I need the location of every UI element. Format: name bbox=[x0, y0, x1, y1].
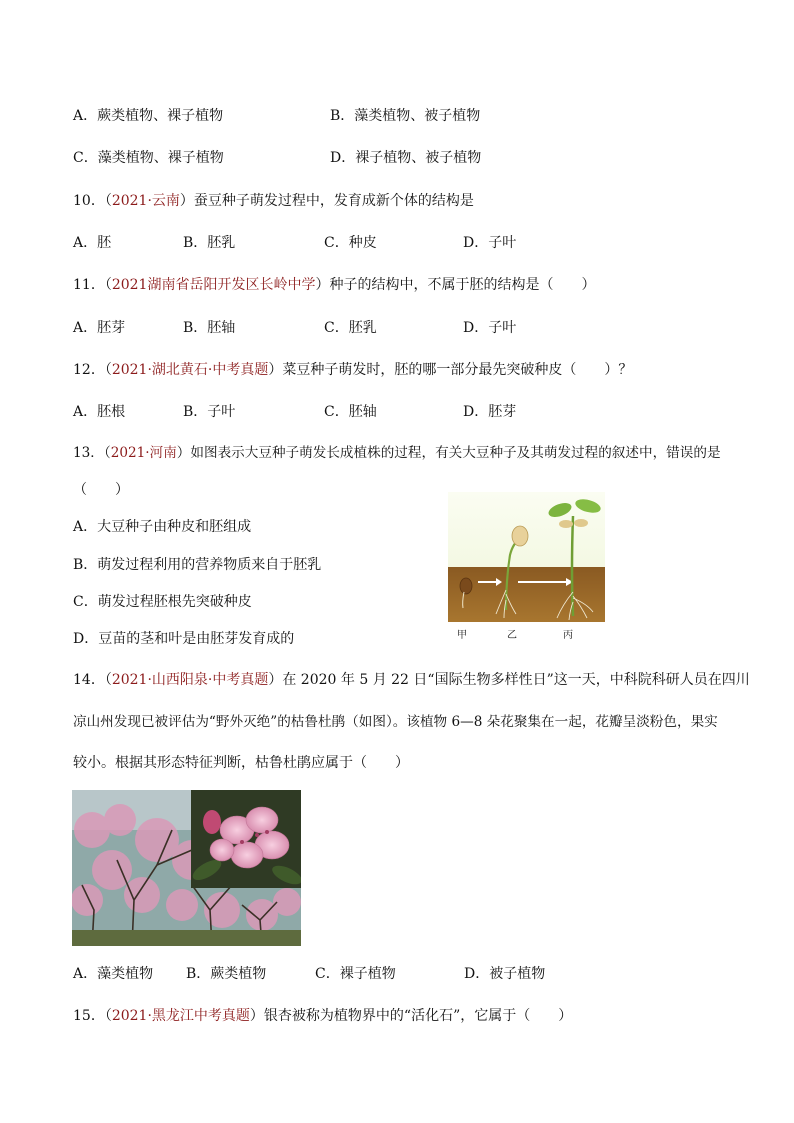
q13-text: ）如图表示大豆种子萌发长成植株的过程，有关大豆种子及其萌发过程的叙述中，错误的是 bbox=[176, 445, 721, 461]
germination-figure bbox=[448, 492, 605, 622]
q14-text: ）在 2020 年 5 月 22 日“国际生物多样性日”这一天，中科院科研人员在四川 bbox=[268, 672, 750, 688]
figure-label-bing: 丙 bbox=[563, 630, 573, 641]
q10-option-c: C．种皮 bbox=[324, 235, 377, 251]
q14-stem-line2: 凉山州发现已被评估为“野外灭绝”的枯鲁杜鹃（如图）。该植物 6—8 朵花聚集在一起，花瓣呈淡粉色，果实 bbox=[73, 714, 718, 730]
q14-stem bbox=[73, 670, 750, 690]
q9-option-a: A．蕨类植物、裸子植物 bbox=[73, 108, 224, 124]
q14-option-c: C．裸子植物 bbox=[315, 966, 396, 982]
q12-option-b: B．子叶 bbox=[183, 404, 236, 420]
q9-option-b: B．藻类植物、被子植物 bbox=[330, 108, 481, 124]
q12-source: 2021·湖北黄石·中考真题 bbox=[111, 362, 269, 378]
q14-option-b: B．蕨类植物 bbox=[186, 966, 267, 982]
q11-option-c: C．胚乳 bbox=[324, 320, 377, 336]
q15-source: 2021·黑龙江中考真题 bbox=[111, 1008, 250, 1024]
q13-stem-line2: （ ） bbox=[73, 482, 129, 498]
q10-source: 2021·云南 bbox=[111, 193, 180, 209]
q11-number: 11．（ bbox=[73, 277, 112, 293]
q13-option-b: B．萌发过程利用的营养物质来自于胚乳 bbox=[73, 557, 322, 573]
rhododendron-figure bbox=[72, 790, 301, 946]
q15-number: 15．（ bbox=[73, 1008, 112, 1024]
q11-source: 2021湖南省岳阳开发区长岭中学 bbox=[111, 277, 316, 293]
q14-option-a: A．藻类植物 bbox=[73, 966, 154, 982]
q10-stem bbox=[73, 191, 474, 211]
q12-option-a: A．胚根 bbox=[73, 404, 126, 420]
q14-option-d: D．被子植物 bbox=[464, 966, 546, 982]
q10-option-a: A．胚 bbox=[73, 235, 112, 251]
q10-option-d: D．子叶 bbox=[463, 235, 517, 251]
figure-label-jia: 甲 bbox=[457, 630, 467, 641]
q9-option-c: C．藻类植物、裸子植物 bbox=[73, 150, 224, 166]
q10-option-b: B．胚乳 bbox=[183, 235, 236, 251]
q13-number: 13．（ bbox=[73, 445, 111, 461]
q12-number: 12．（ bbox=[73, 362, 112, 378]
q13-option-a: A．大豆种子由种皮和胚组成 bbox=[73, 519, 252, 535]
q10-number: 10．（ bbox=[73, 193, 112, 209]
q10-text: ）蚕豆种子萌发过程中，发育成新个体的结构是 bbox=[179, 193, 474, 209]
q14-stem-line3: 较小。根据其形态特征判断，枯鲁杜鹃应属于（ ） bbox=[73, 755, 409, 771]
q12-text: ）菜豆种子萌发时，胚的哪一部分最先突破种皮（ ）？ bbox=[268, 362, 633, 378]
q12-stem bbox=[73, 360, 632, 380]
rhododendron-photo bbox=[72, 790, 301, 946]
q11-option-b: B．胚轴 bbox=[183, 320, 236, 336]
q11-option-d: D．子叶 bbox=[463, 320, 517, 336]
q13-stem bbox=[73, 443, 721, 463]
q11-stem bbox=[73, 275, 595, 295]
q12-option-c: C．胚轴 bbox=[324, 404, 377, 420]
q15-text: ）银杏被称为植物界中的“活化石”，它属于（ ） bbox=[249, 1008, 573, 1024]
q14-source: 2021·山西阳泉·中考真题 bbox=[111, 672, 269, 688]
q12-option-d: D．胚芽 bbox=[463, 404, 517, 420]
q13-source: 2021·河南 bbox=[110, 445, 177, 461]
q14-number: 14．（ bbox=[73, 672, 112, 688]
figure-label-yi: 乙 bbox=[507, 630, 517, 641]
q11-text: ）种子的结构中，不属于胚的结构是（ ） bbox=[315, 277, 596, 293]
q15-stem bbox=[73, 1006, 572, 1026]
q13-option-d: D．豆苗的茎和叶是由胚芽发育成的 bbox=[73, 631, 295, 647]
q9-option-d: D．裸子植物、被子植物 bbox=[330, 150, 482, 166]
q13-option-c: C．萌发过程胚根先突破种皮 bbox=[73, 594, 252, 610]
q11-option-a: A．胚芽 bbox=[73, 320, 126, 336]
germination-illustration bbox=[448, 492, 605, 622]
